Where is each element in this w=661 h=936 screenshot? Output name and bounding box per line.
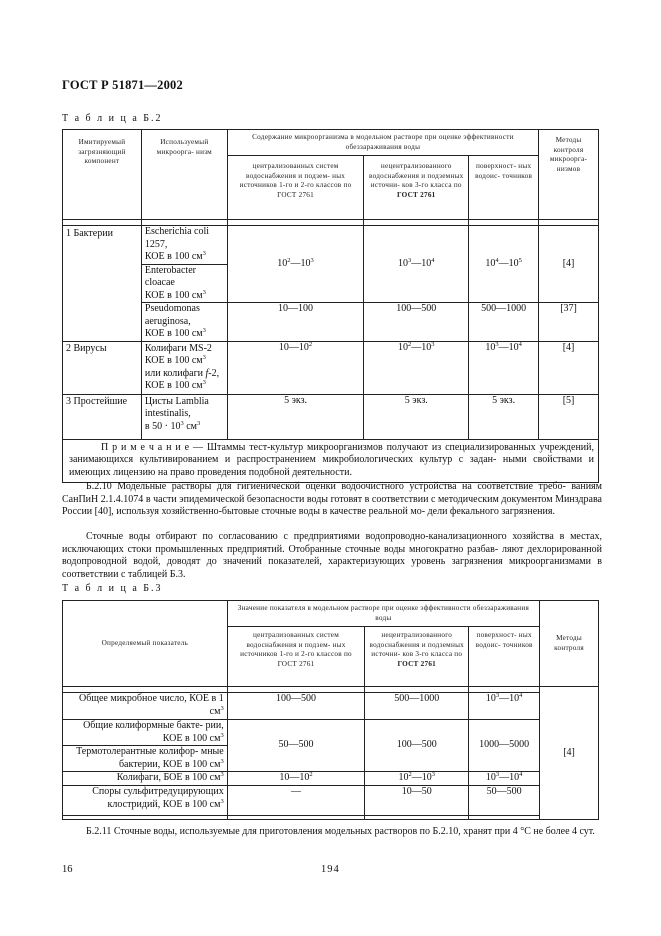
b3-head-centralized: централизованных систем водоснабжения и подзем- ных источников 1-го и 2-го классов по ГОСТ 2761 [240, 631, 352, 668]
b2-pseudomonas-units: КОЕ в 100 см [144, 328, 203, 339]
b2-viruses-method: [4] [562, 341, 575, 353]
b2-head-gost: ГОСТ 2761 [397, 190, 436, 199]
b2-row-viruses-label: 2 Вирусы [66, 342, 107, 354]
b2-protozoa-central: 5 экз. [284, 394, 308, 406]
b2-row-protozoa-label: 3 Простейшие [66, 395, 128, 407]
b3-head-methods: Методы контроля [554, 634, 584, 652]
b2-head-noncentralized: нецентрализованного водоснабжения и подземных источни- ков 3-го класса по [369, 162, 464, 189]
b3-coliform-central: 50—500 [278, 739, 314, 751]
b3-head-surface: поверхност- ных водоис- точников [475, 631, 533, 649]
b2-protozoa-surface: 5 экз. [492, 394, 516, 406]
b2-ecoli-units: КОЕ в 100 см [144, 251, 203, 262]
b3-clostridia-central: — [291, 786, 302, 797]
table-b2-caption: Т а б л и ц а Б.2 [62, 113, 163, 124]
b2-note-text: Штаммы тест-культур микроорганизмов получают из специализированных учреждений, занимающихся культивированием и распространением микробиологических культур с задан- ными свойствами и имеющих лицензию на право проведения подобной деятельности. [69, 441, 594, 478]
b2-pseudomonas: Pseudomonas aeruginosa, [144, 303, 200, 327]
b2-note [63, 439, 599, 482]
b3-total-noncentral: 500—1000 [394, 693, 440, 704]
table-b2: Имитируемый загрязняющий компонент Используемый микроорга- низм Содержание микроорганизма в модельном растворе при оценке эффективности обеззараживания воды Методы контроля микроорга- низмов централизованных систем водоснабжения и подзем- ных источников 1-го и 2-го классов по ГОСТ 2761 нецентрализованного водоснабжения и подземных источни- ков 3-го класса по ГОСТ 2761 поверхност- ных водоис- точников 1 Бактерии Escherichia coli 1257, КОЕ в 100 $см^3$ $10^2—10^3$ $10^3—10^4$ $10^4—10^5$ [4] Enterobacter cloacae КОЕ в 100 $см^3$ Pseudomonas aeruginosa, КОЕ в 100 $см^3$ 10—100 100—500 500—1000 [37] 2 Вирусы Колифаги MS-2 КОЕ в 100 $см^3$ или колифаги f-2, КОЕ в 100 $см^3$ $10—10^2$ $10^2—10^3$ $10^3—10^4$ [4] 3 Простейшие Цисты Lamblia intestinalis, в $50 \cdot 10^3$ $см^3$ 5 экз. 5 экз. 5 экз. [5] П р и м е ч а н и е — Штаммы тест-культур микроорганизмов получают из специализированных учреждений, занимающихся культивированием и распространением микробиологических культур с задан- ными свойствами и имеющих лицензию на право проведения подобной деятельности. [62, 129, 599, 483]
b3-coliphages-surface: $10^3—10^4$ [469, 772, 540, 786]
paragraph-wastewater: Сточные воды отбирают по согласованию с предприятиями водопроводно-канализационного хозяйства в местах, исключающих стоки промышленных предприятий. Отобранные сточные воды многократно разбав- ляют дехлорированной водопроводной водой, доводят до значений показателей, характеризующих уровень загрязнения микроорганизмами в соответствии с таблицей Б.3. [62, 531, 602, 580]
b3-coliphages-central: $10—10^2$ [227, 772, 365, 786]
b2-enterobacter-units: КОЕ в 100 см [144, 289, 203, 301]
b3-clostridia: Споры сульфитредуцирующих клостридий, КОЕ в 100 см [92, 786, 224, 810]
b3-coliform-surface: 1000—5000 [479, 739, 530, 751]
b2-head-component: Имитируемый загрязняющий компонент [78, 138, 126, 165]
b2-head-group: Содержание микроорганизма в модельном растворе при оценке эффективности обеззараживания воды [252, 133, 514, 151]
b2-viruses-surface: $10^3—10^4$ [469, 341, 539, 394]
sheet-number: 194 [321, 864, 340, 875]
b2-pseudomonas-surface: 500—1000 [481, 303, 527, 314]
b3-head-noncentralized: нецентрализованного водоснабжения и подземных источни- ков 3-го класса по [369, 631, 464, 658]
b2-bacteria-method: [4] [562, 257, 575, 269]
page-number: 16 [62, 864, 73, 875]
b3-head-indicator: Определяемый показатель [101, 638, 189, 647]
b2-coliphage: Колифаги MS-2 КОЕ в 100 см [144, 342, 212, 366]
b3-coliform-noncentral: 100—500 [396, 739, 437, 751]
b2-bacteria-noncentral: $10^3—10^4$ [364, 226, 469, 303]
b2-head-surface: поверхност- ных водоис- точников [475, 162, 533, 180]
b3-head-gost: ГОСТ 2761 [397, 659, 437, 668]
b2-bacteria-surface: $10^4—10^5$ [469, 226, 539, 303]
b2-protozoa-noncentral: 5 экз. [404, 394, 428, 406]
b2-ecoli: Escherichia coli 1257, [144, 226, 210, 250]
table-b3: Определяемый показатель Значение показателя в модельном растворе при оценке эффективности обеззараживания воды Методы контроля централизованных систем водоснабжения и подзем- ных источников 1-го и 2-го классов по ГОСТ 2761 нецентрализованного водоснабжения и подземных источни- ков 3-го класса по ГОСТ 2761 поверхност- ных водоис- точников [4] Общее микробное число, КОЕ в 1 $см^3$ 100—500 500—1000 $10^3—10^4$ Общие колиформные бакте- рии, КОЕ в 100 $см^3$ 50—500 100—500 1000—5000 Термотолерантные колифор- мные бактерии, КОЕ в 100 $см^3$ Колифаги, БОЕ в 100 $см^3$ $10—10^2$ $10^2—10^3$ $10^3—10^4$ Споры сульфитредуцирующих клостридий, КОЕ в 100 $см^3$ — 10—50 50—500 [62, 600, 599, 820]
b2-protozoa-method: [5] [562, 394, 575, 406]
table-b3-caption: Т а б л и ц а Б.3 [62, 583, 163, 594]
b2-bacteria-central: $10^2—10^3$ [227, 226, 364, 303]
b3-total-microbial: Общее микробное число, КОЕ в 1 см [78, 693, 224, 717]
b2-pseudomonas-central: 10—100 [278, 303, 314, 314]
b3-coliphages: Колифаги, БОЕ в 100 см [116, 772, 221, 783]
b2-head-centralized: централизованных систем водоснабжения и подзем- ных источников 1-го и 2-го классов по ГОСТ 2761 [239, 162, 352, 199]
paragraph-b2-11: Б.2.11 Сточные воды, используемые для приготовления модельных растворов по Б.2.10, хранят при 4 °С не более 4 сут. [86, 826, 595, 837]
b2-viruses-noncentral: $10^2—10^3$ [364, 341, 469, 394]
b2-lamblia: Цисты Lamblia intestinalis, [144, 395, 209, 419]
b2-pseudomonas-noncentral: 100—500 [396, 303, 437, 314]
paragraph-b2-10: Б.2.10 Модельные растворы для гигиенической оценки водоочистного устройства на соответствие требо- ваниям СанПиН 2.1.4.1074 в части эпидемической безопасности воды готовят в соответствии с методическим документом Минздрава России [40], используя хозяйственно-бытовые сточные воды в качестве реальной мо- дели фекального загрязнения. [62, 481, 602, 517]
b2-note-label: П р и м е ч а н и е — [101, 441, 204, 453]
b2-row-bacteria-label: 1 Бактерии [66, 228, 113, 239]
document-header: ГОСТ Р 51871—2002 [62, 78, 183, 92]
b3-thermotolerant: Термотолерантные колифор- мные бактерии, КОЕ в 100 см [76, 746, 224, 770]
b3-clostridia-surface: 50—500 [486, 786, 522, 797]
b3-total-central: 100—500 [276, 693, 317, 704]
b2-viruses-central: $10—10^2$ [227, 341, 364, 394]
b2-head-methods: Методы контроля микроорга- низмов [549, 136, 588, 173]
b3-coliphages-noncentral: $10^2—10^3$ [365, 772, 469, 786]
b2-enterobacter: Enterobacter cloacae [144, 264, 196, 288]
b2-pseudomonas-method: [37] [560, 303, 577, 314]
b3-clostridia-noncentral: 10—50 [401, 786, 432, 797]
b3-total-surface: $10^3—10^4$ [469, 693, 540, 720]
b3-methods-value: [4] [563, 746, 575, 758]
b2-head-organism: Используемый микроорга- низм [156, 138, 212, 156]
b3-head-group: Значение показателя в модельном растворе при оценке эффективности обеззараживания воды [237, 604, 530, 622]
b3-coliform: Общие колиформные бакте- рии, КОЕ в 100 см [83, 720, 224, 744]
